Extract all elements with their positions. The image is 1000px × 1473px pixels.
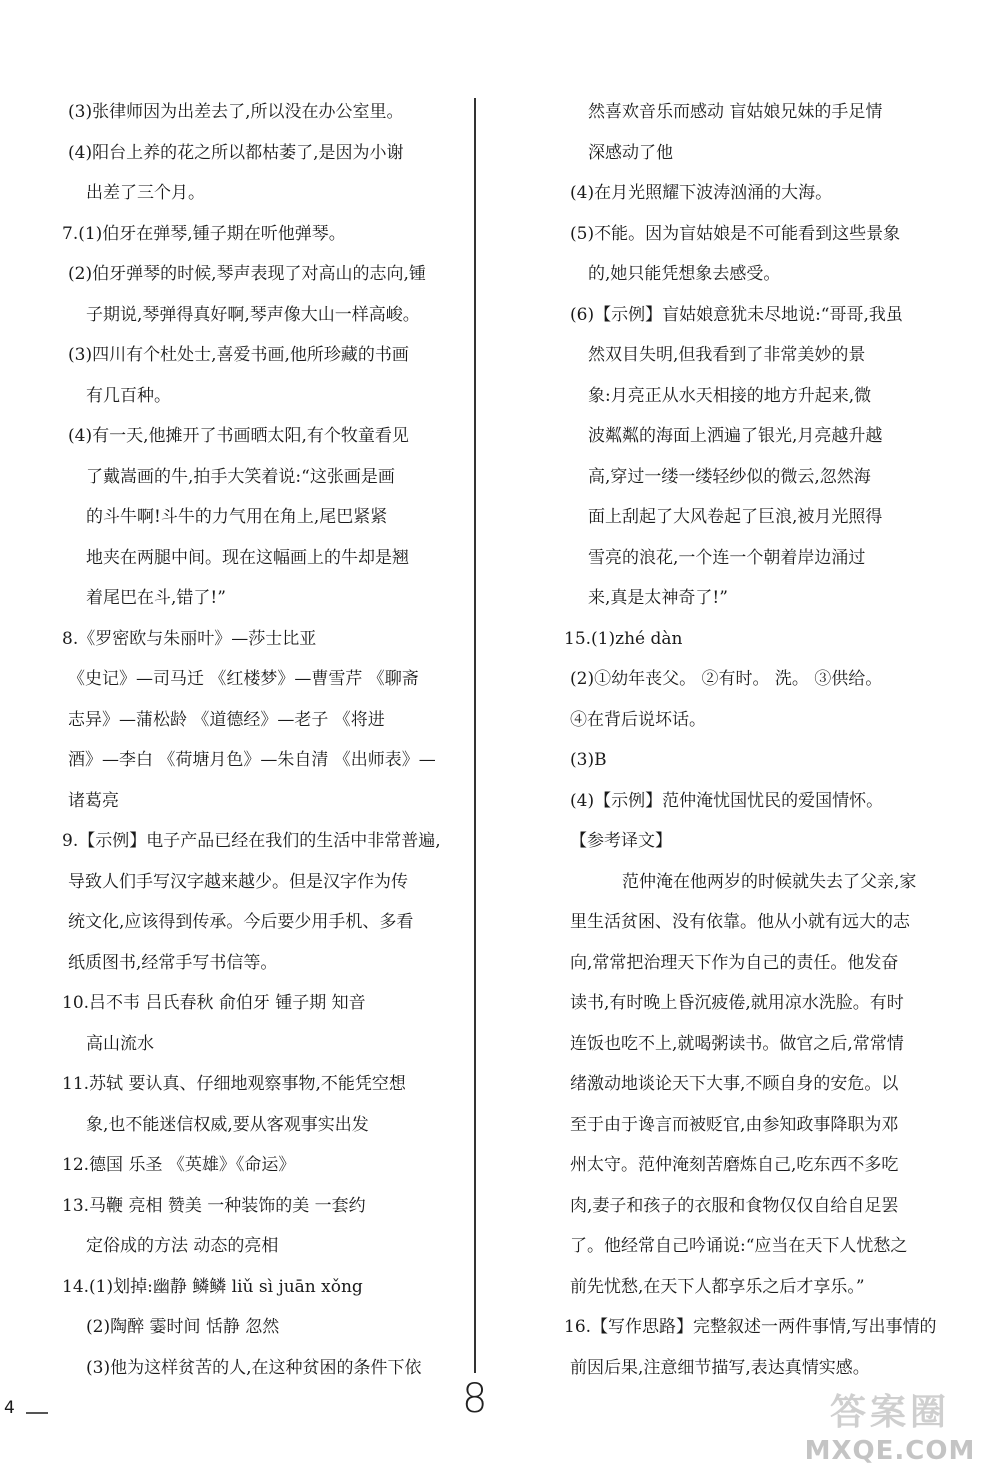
text-line: 16.【写作思路】完整叙述一两件事情,写出事情的 [564,1317,937,1337]
text-line: (3)B [570,750,607,770]
text-line: 面上刮起了大风卷起了巨浪,被月光照得 [588,507,883,527]
text-line: 着尾巴在斗,错了!” [86,588,226,608]
text-line: 来,真是太神奇了!” [588,588,728,608]
text-line: 13.马鞭 亮相 赞美 一种装饰的美 一套约 [62,1195,366,1216]
text-line: 8.《罗密欧与朱丽叶》—莎士比亚 [62,628,317,649]
text-line: (2)①幼年丧父。 ②有时。 洗。 ③供给。 [570,669,883,689]
text-line: 向,常常把治理天下作为自己的责任。他发奋 [570,952,899,973]
page-number-dash [26,1412,48,1414]
text-line: 的,她只能凭想象去感受。 [588,264,781,284]
text-line: 雪亮的浪花,一个连一个朝着岸边涌过 [588,547,866,568]
text-line: 12.德国 乐圣 《英雄》《命运》 [62,1155,296,1175]
text-line: (2)陶醉 霎时间 恬静 忽然 [86,1317,280,1337]
text-line: 酒》—李白 《荷塘月色》—朱自清 《出师表》— [68,750,436,770]
text-line: 连饭也吃不上,就喝粥读书。做官之后,常常情 [570,1033,904,1054]
text-line: 出差了三个月。 [86,183,205,203]
right-column [560,92,937,1388]
text-line: 9.【示例】电子产品已经在我们的生活中非常普遍, [62,831,441,851]
text-line: (3)四川有个杜处士,喜爱书画,他所珍藏的书画 [68,345,409,365]
text-line: 有几百种。 [86,385,171,406]
text-line: 读书,有时晚上昏沉疲倦,就用凉水洗脸。有时 [570,993,904,1013]
handwritten-mark: 8 [462,1376,488,1422]
text-line: 肉,妻子和孩子的衣服和食物仅仅自给自足罢 [570,1195,899,1216]
text-line: (4)阳台上养的花之所以都枯萎了,是因为小谢 [68,142,404,163]
text-line: 高山流水 [86,1033,154,1054]
text-line: 里生活贫困、没有依靠。他从小就有远大的志 [570,912,910,932]
text-line: 导致人们手写汉字越来越少。但是汉字作为传 [68,871,408,892]
text-line: 象,也不能迷信权威,要从客观事实出发 [86,1114,369,1135]
text-line: (2)伯牙弹琴的时候,琴声表现了对高山的志向,锺 [68,264,426,284]
text-line: 志异》—蒲松龄 《道德经》—老子 《将进 [68,709,385,730]
text-line: 高,穿过一缕一缕轻纱似的微云,忽然海 [588,466,871,487]
watermark-logo [790,1390,990,1470]
text-line: (4)在月光照耀下波涛汹涌的大海。 [570,183,833,203]
text-line: 深感动了他 [588,142,673,163]
watermark-top-text: 答案圈 [829,1392,950,1433]
watermark-bottom-text: MXQE.COM [804,1436,976,1466]
page-number: 4 [4,1398,15,1418]
text-line: 10.吕不韦 吕氏春秋 俞伯牙 锺子期 知音 [62,993,366,1013]
text-line: 子期说,琴弹得真好啊,琴声像大山一样高峻。 [86,304,420,325]
text-line: ④在背后说坏话。 [570,709,706,730]
text-line: 象:月亮正从水天相接的地方升起来,微 [588,385,872,406]
text-line: 然喜欢音乐而感动 盲姑娘兄妹的手足情 [588,102,883,122]
text-line: (5)不能。因为盲姑娘是不可能看到这些景象 [570,223,901,244]
text-line: 至于由于谗言而被贬官,由参知政事降职为邓 [570,1114,899,1135]
text-line: 然双目失明,但我看到了非常美妙的景 [588,345,866,365]
text-line: 11.苏轼 要认真、仔细地观察事物,不能凭空想 [62,1074,406,1094]
text-line: 地夹在两腿中间。现在这幅画上的牛却是翘 [86,547,409,568]
text-line: 《史记》—司马迁 《红楼梦》—曹雪芹 《聊斋 [68,669,419,689]
text-line: (4)有一天,他摊开了书画晒太阳,有个牧童看见 [68,426,409,446]
text-line: 诸葛亮 [68,790,119,811]
text-line: 州太守。范仲淹刻苦磨炼自己,吃东西不多吃 [570,1155,899,1175]
column-divider [474,98,476,1373]
text-line: 的斗牛啊!斗牛的力气用在角上,尾巴紧紧 [86,507,388,527]
text-line: 了戴嵩画的牛,拍手大笑着说:“这张画是画 [86,466,395,487]
left-column [58,92,453,1388]
text-line: (6)【示例】盲姑娘意犹未尽地说:“哥哥,我虽 [570,304,903,325]
text-line: 了。他经常自己吟诵说:“应当在天下人忧愁之 [570,1236,908,1256]
text-line: 14.(1)划掉:幽静 鳞鳞 liǔ sì juān xǒng [62,1276,363,1297]
text-line: 定俗成的方法 动态的亮相 [86,1236,279,1256]
text-line: 【参考译文】 [570,831,672,851]
text-line: 统文化,应该得到传承。今后要少用手机、多看 [68,912,414,932]
text-line: 前先忧愁,在天下人都享乐之后才享乐。” [570,1276,865,1297]
text-line: 波粼粼的海面上洒遍了银光,月亮越升越 [588,426,883,446]
text-line: 15.(1)zhé dàn [564,628,683,649]
text-line: 7.(1)伯牙在弹琴,锺子期在听他弹琴。 [62,223,346,244]
text-line: (3)张律师因为出差去了,所以没在办公室里。 [68,102,404,122]
text-line: 范仲淹在他两岁的时候就失去了父亲,家 [622,871,917,892]
text-line: 前因后果,注意细节描写,表达真情实感。 [570,1357,870,1378]
text-line: (3)他为这样贫苦的人,在这种贫困的条件下依 [86,1357,422,1378]
text-line: (4)【示例】范仲淹忧国忧民的爱国情怀。 [570,790,884,811]
text-line: 纸质图书,经常手写书信等。 [68,952,278,973]
text-line: 绪激动地谈论天下大事,不顾自身的安危。以 [570,1074,899,1094]
